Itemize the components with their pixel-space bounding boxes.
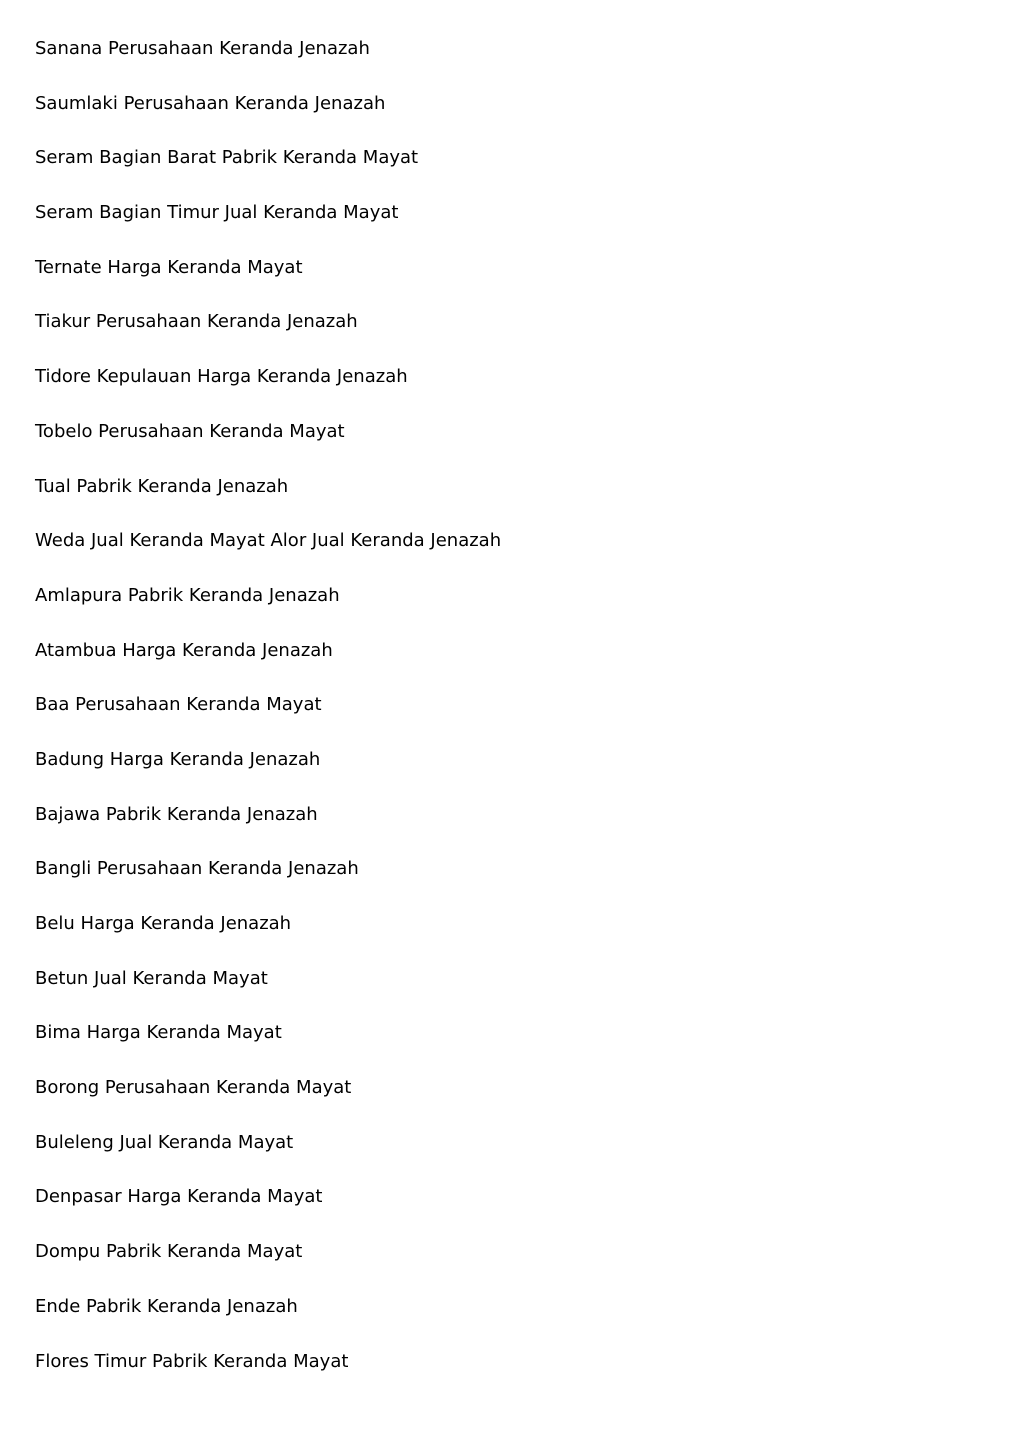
text-line: Borong Perusahaan Keranda Mayat bbox=[35, 1077, 352, 1099]
text-line: Denpasar Harga Keranda Mayat bbox=[35, 1186, 323, 1208]
text-line: Atambua Harga Keranda Jenazah bbox=[35, 639, 333, 661]
text-line: Bangli Perusahaan Keranda Jenazah bbox=[35, 858, 359, 880]
text-line: Tidore Kepulauan Harga Keranda Jenazah bbox=[35, 366, 408, 388]
text-line: Dompu Pabrik Keranda Mayat bbox=[35, 1241, 303, 1263]
text-line: Bajawa Pabrik Keranda Jenazah bbox=[35, 803, 318, 825]
text-line: Weda Jual Keranda Mayat Alor Jual Keranda Jenazah bbox=[35, 530, 502, 552]
text-line: Buleleng Jual Keranda Mayat bbox=[35, 1131, 294, 1153]
text-line: Flores Timur Pabrik Keranda Mayat bbox=[35, 1350, 349, 1372]
text-line: Baa Perusahaan Keranda Mayat bbox=[35, 694, 322, 716]
text-line: Tual Pabrik Keranda Jenazah bbox=[35, 475, 289, 497]
text-line: Badung Harga Keranda Jenazah bbox=[35, 748, 321, 770]
text-line: Ternate Harga Keranda Mayat bbox=[35, 256, 303, 278]
text-line: Sanana Perusahaan Keranda Jenazah bbox=[35, 38, 370, 59]
text-line: Belu Harga Keranda Jenazah bbox=[35, 913, 292, 934]
text-line: Saumlaki Perusahaan Keranda Jenazah bbox=[35, 92, 386, 114]
text-line: Ende Pabrik Keranda Jenazah bbox=[35, 1295, 298, 1317]
text-line: Bima Harga Keranda Mayat bbox=[35, 1022, 282, 1044]
text-line: Seram Bagian Timur Jual Keranda Mayat bbox=[35, 202, 399, 224]
text-line: Tiakur Perusahaan Keranda Jenazah bbox=[35, 311, 358, 333]
text-line: Amlapura Pabrik Keranda Jenazah bbox=[35, 584, 340, 606]
text-line-list bbox=[35, 37, 501, 1404]
text-line: Betun Jual Keranda Mayat bbox=[35, 967, 268, 989]
text-line: Tobelo Perusahaan Keranda Mayat bbox=[35, 420, 345, 442]
text-line: Seram Bagian Barat Pabrik Keranda Mayat bbox=[35, 147, 419, 169]
